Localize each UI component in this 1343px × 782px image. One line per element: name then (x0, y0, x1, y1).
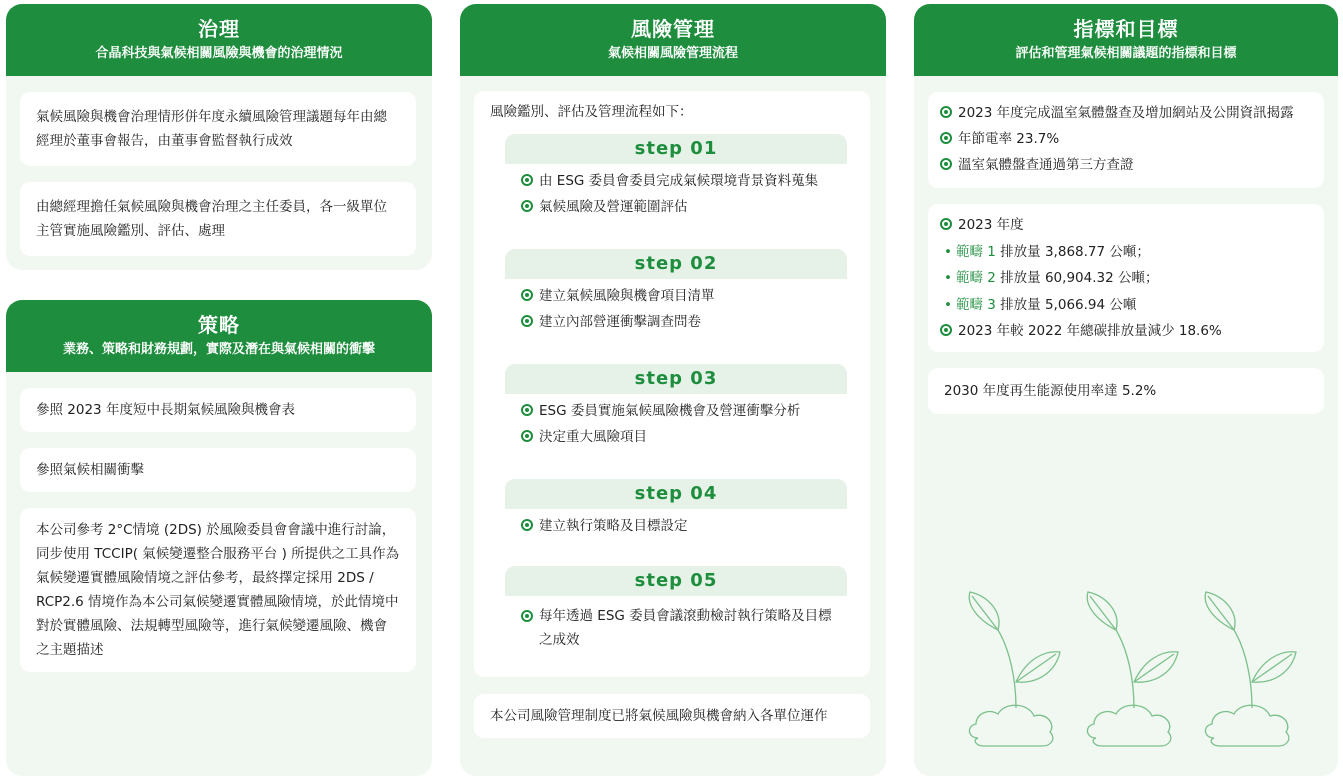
metrics-card-1 (928, 92, 1324, 188)
bullet-icon (940, 106, 952, 118)
risk-title: 風險管理 (631, 17, 715, 41)
bullet-icon (521, 519, 533, 531)
list-item: ESG 委員實施氣候風險機會及營運衝擊分析 (521, 398, 833, 424)
bullet-icon (521, 610, 533, 622)
governance-card-1: 氣候風險與機會治理情形併年度永續風險管理議題每年由總經理於董事會報告，由董事會監督執行成效 (20, 92, 416, 166)
list-item: 2023 年度完成溫室氣體盤查及增加網站及公開資訊揭露 (940, 100, 1312, 126)
sprout-illustration (958, 590, 1308, 750)
governance-subtitle: 合晶科技與氣候相關風險與機會的治理情況 (95, 46, 343, 61)
metrics-title: 指標和目標 (1073, 17, 1179, 41)
list-item: 2023 年較 2022 年總碳排放量減少 18.6% (940, 318, 1312, 345)
governance-header (6, 4, 432, 76)
scope-2-row: • 範疇 2 排放量 60,904.32 公噸； (940, 265, 1312, 292)
list-item: 建立執行策略及目標設定 (521, 513, 833, 539)
strategy-title: 策略 (198, 313, 240, 337)
sprout-icon (969, 592, 1060, 746)
list-item: 由 ESG 委員會委員完成氣候環境背景資料蒐集 (521, 168, 833, 194)
step-05 (505, 566, 847, 662)
metrics-card-3: 2030 年度再生能源使用率達 5.2% (928, 368, 1324, 414)
governance-card-2: 由總經理擔任氣候風險與機會治理之主任委員，各一級單位主管實施風險鑑別、評估、處理 (20, 182, 416, 256)
step-04-label: step 04 (505, 479, 847, 509)
strategy-header (6, 300, 432, 372)
governance-title: 治理 (198, 17, 240, 41)
step-03 (505, 364, 847, 464)
step-02-label: step 02 (505, 249, 847, 279)
list-item: 氣候風險及營運範圍評估 (521, 194, 833, 220)
risk-subtitle: 氣候相關風險管理流程 (607, 46, 738, 61)
step-01-label: step 01 (505, 134, 847, 164)
bullet-icon (521, 200, 533, 212)
list-item: 建立氣候風險與機會項目清單 (521, 283, 833, 309)
metrics-header (914, 4, 1338, 76)
sprout-icon (1205, 592, 1296, 746)
strategy-card-1: 參照 2023 年度短中長期氣候風險與機會表 (20, 388, 416, 432)
small-bullet-icon: • (944, 296, 952, 313)
bullet-icon (521, 430, 533, 442)
step-05-label: step 05 (505, 566, 847, 596)
strategy-panel (6, 300, 432, 776)
risk-header (460, 4, 886, 76)
list-item: 年節電率 23.7% (940, 126, 1312, 152)
step-02 (505, 249, 847, 351)
risk-intro: 風險鑑別、評估及管理流程如下： (490, 104, 693, 120)
bullet-icon (521, 404, 533, 416)
risk-footer-card: 本公司風險管理制度已將氣候風險與機會納入各單位運作 (474, 694, 870, 738)
step-03-label: step 03 (505, 364, 847, 394)
list-item: 溫室氣體盤查通過第三方查證 (940, 152, 1312, 178)
strategy-subtitle: 業務、策略和財務規劃，實際及潛在與氣候相關的衝擊 (62, 342, 375, 357)
scope-1-row: • 範疇 1 排放量 3,868.77 公噸； (940, 239, 1312, 266)
metrics-subtitle: 評估和管理氣候相關議題的指標和目標 (1015, 46, 1237, 61)
bullet-icon (521, 315, 533, 327)
metrics-card-2 (928, 204, 1324, 352)
bullet-icon (940, 324, 952, 336)
list-item: 建立內部營運衝擊調查問卷 (521, 309, 833, 335)
small-bullet-icon: • (944, 243, 952, 260)
list-item: 2023 年度 (940, 212, 1312, 239)
strategy-card-2: 參照氣候相關衝擊 (20, 448, 416, 492)
step-01 (505, 134, 847, 236)
step-04 (505, 479, 847, 551)
bullet-icon (940, 132, 952, 144)
sprout-icon (1087, 592, 1178, 746)
strategy-card-3: 本公司參考 2°C情境 (2DS) 於風險委員會會議中進行討論，同步使用 TCCIP( 氣候變遷整合服務平台 ) 所提供之工具作為氣候變遷實體風險情境之評估參考，最終擇定採用 2DS / RCP2.6 情境作為本公司氣候變遷實體風險情境，於此情境中對於實體風險、法規轉型風險等，進行氣候變遷風險、機會之主題描述 (20, 508, 416, 672)
scope-3-row: • 範疇 3 排放量 5,066.94 公噸 (940, 292, 1312, 319)
bullet-icon (940, 218, 952, 230)
small-bullet-icon: • (944, 270, 952, 286)
list-item: 每年透過 ESG 委員會議滾動檢討執行策略及目標之成效 (521, 604, 833, 652)
bullet-icon (521, 289, 533, 301)
list-item: 決定重大風險項目 (521, 424, 833, 450)
bullet-icon (940, 158, 952, 170)
bullet-icon (521, 174, 533, 186)
governance-panel (6, 4, 432, 270)
